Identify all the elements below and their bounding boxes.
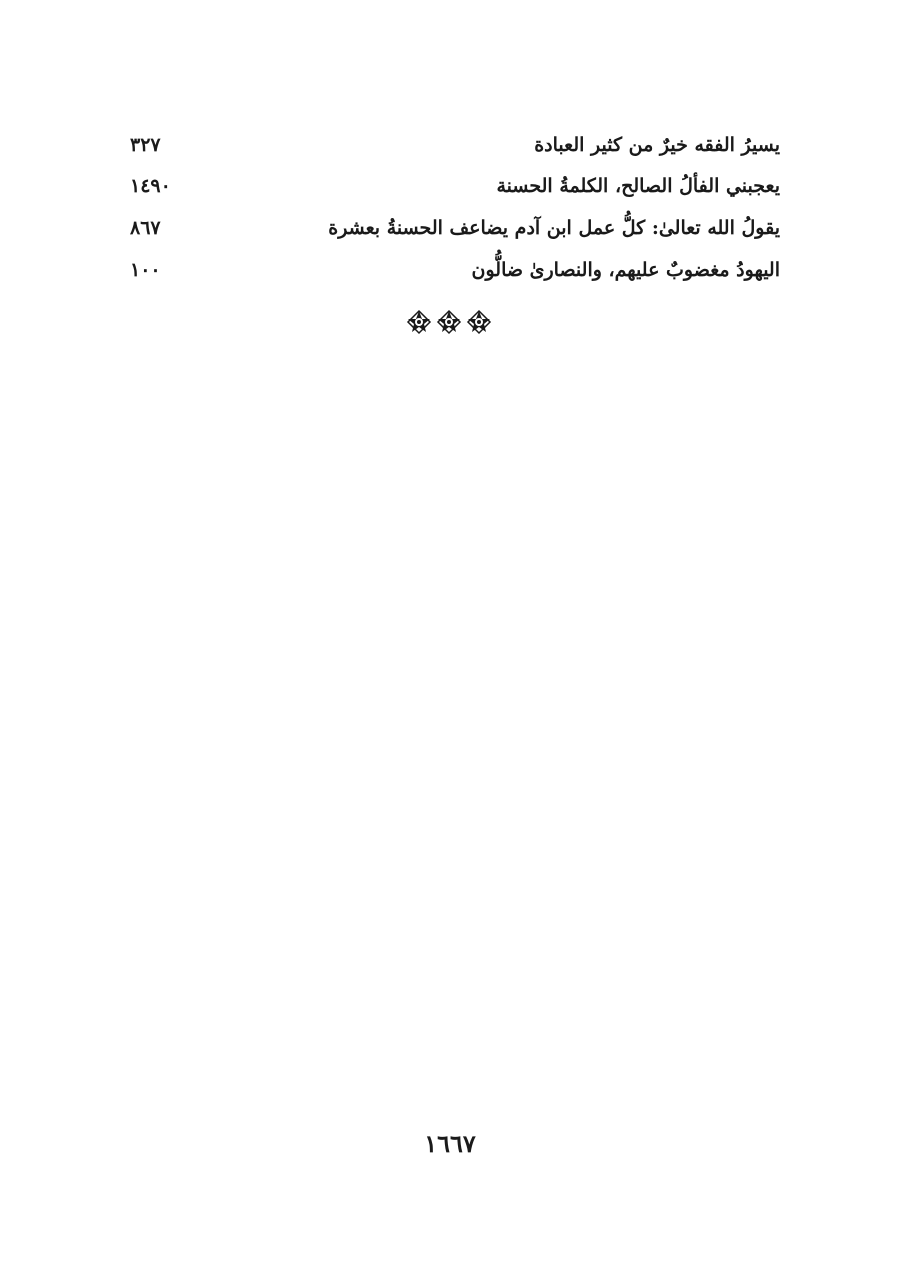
index-entry-text: يقولُ الله تعالىٰ: كلُّ عمل ابن آدم يضاعف الحسنةُ بعشرة [328,217,780,239]
ornament-star-icon [468,311,490,333]
ornament-star-icon [438,311,460,333]
page-number: ١٦٦٧ [424,1129,476,1158]
index-entry-page: ١٠٠ [130,259,161,281]
index-entry-text: يعجبني الفألُ الصالح، الكلمةُ الحسنة [496,175,780,197]
index-list [0,0,900,300]
index-entry-page: ٣٢٧ [130,134,161,156]
index-row [120,208,780,248]
index-entry-text: يسيرُ الفقه خيرٌ من كثير العبادة [534,134,780,156]
index-row [120,166,780,206]
three-star-ornament-icon [400,308,500,336]
index-entry-text: اليهودُ مغضوبٌ عليهم، والنصارىٰ ضالُّون [471,259,780,281]
index-entry-page: ١٤٩٠ [130,175,171,197]
index-row [120,250,780,290]
index-row [120,125,780,165]
ornament-star-icon [408,311,430,333]
section-end-ornament [400,308,500,336]
index-entry-page: ٨٦٧ [130,217,161,239]
